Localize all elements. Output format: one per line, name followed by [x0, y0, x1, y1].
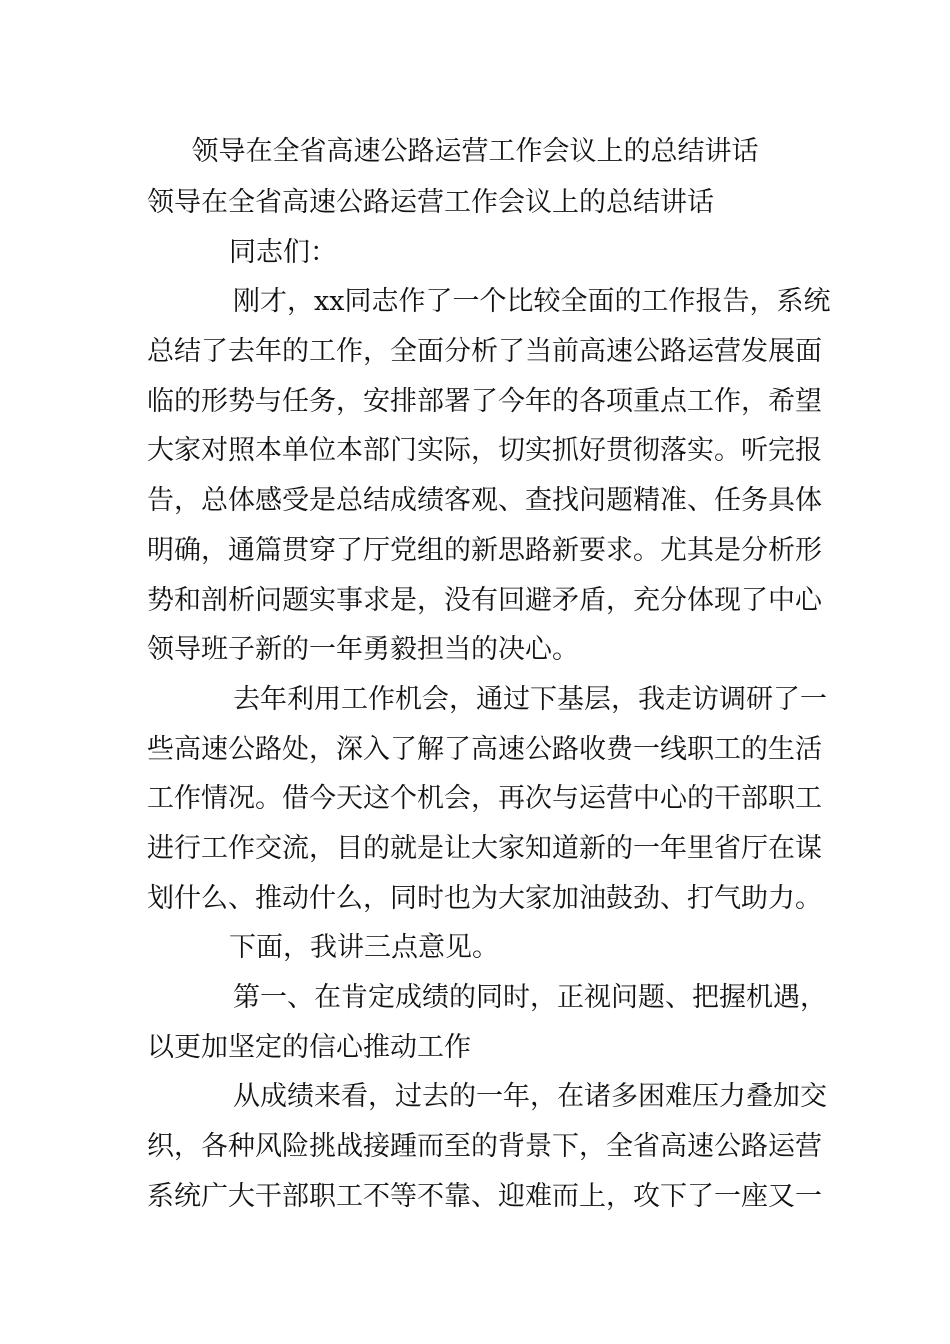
text-line: 总结了去年的工作，全面分析了当前高速公路运营发展面	[147, 336, 822, 368]
document-body	[147, 178, 831, 1221]
text-line: 下面，我讲三点意见。	[229, 932, 499, 964]
text-line: 划什么、推动什么，同时也为大家加油鼓劲、打气助力。	[147, 882, 822, 914]
text-line: 进行工作交流，目的就是让大家知道新的一年里省厅在谋	[147, 832, 822, 864]
text-line: 织，各种风险挑战接踵而至的背景下，全省高速公路运营	[147, 1131, 822, 1163]
text-line: 领导在全省高速公路运营工作会议上的总结讲话	[147, 187, 714, 218]
text-line: 势和剖析问题实事求是，没有回避矛盾，充分体现了中心	[147, 584, 822, 616]
text-line: 工作情况。借今天这个机会，再次与运营中心的干部职工	[147, 783, 822, 815]
text-line: 去年利用工作机会，通过下基层，我走访调研了一	[233, 683, 827, 715]
text-line: 以更加坚定的信心推动工作	[147, 1031, 471, 1063]
text-line: 明确，通篇贯穿了厅党组的新思路新要求。尤其是分析形	[147, 534, 822, 566]
text-line: 领导班子新的一年勇毅担当的决心。	[147, 634, 579, 666]
text-line: 些高速公路处，深入了解了高速公路收费一线职工的生活	[147, 733, 822, 765]
text-line: 刚才，xx同志作了一个比较全面的工作报告，系统	[233, 286, 831, 318]
text-line: 从成绩来看，过去的一年，在诸多困难压力叠加交	[233, 1081, 827, 1113]
document-title: 领导在全省高速公路运营工作会议上的总结讲话	[191, 136, 759, 167]
text-line: 同志们：	[229, 236, 337, 268]
text-line: 临的形势与任务，安排部署了今年的各项重点工作，希望	[147, 385, 822, 417]
text-line: 告，总体感受是总结成绩客观、查找问题精准、任务具体	[147, 485, 822, 517]
text-line: 第一、在肯定成绩的同时，正视问题、把握机遇，	[233, 982, 827, 1013]
text-line: 系统广大干部职工不等不靠、迎难而上，攻下了一座又一	[147, 1180, 822, 1212]
text-line: 大家对照本单位本部门实际，切实抓好贯彻落实。听完报	[147, 435, 822, 467]
